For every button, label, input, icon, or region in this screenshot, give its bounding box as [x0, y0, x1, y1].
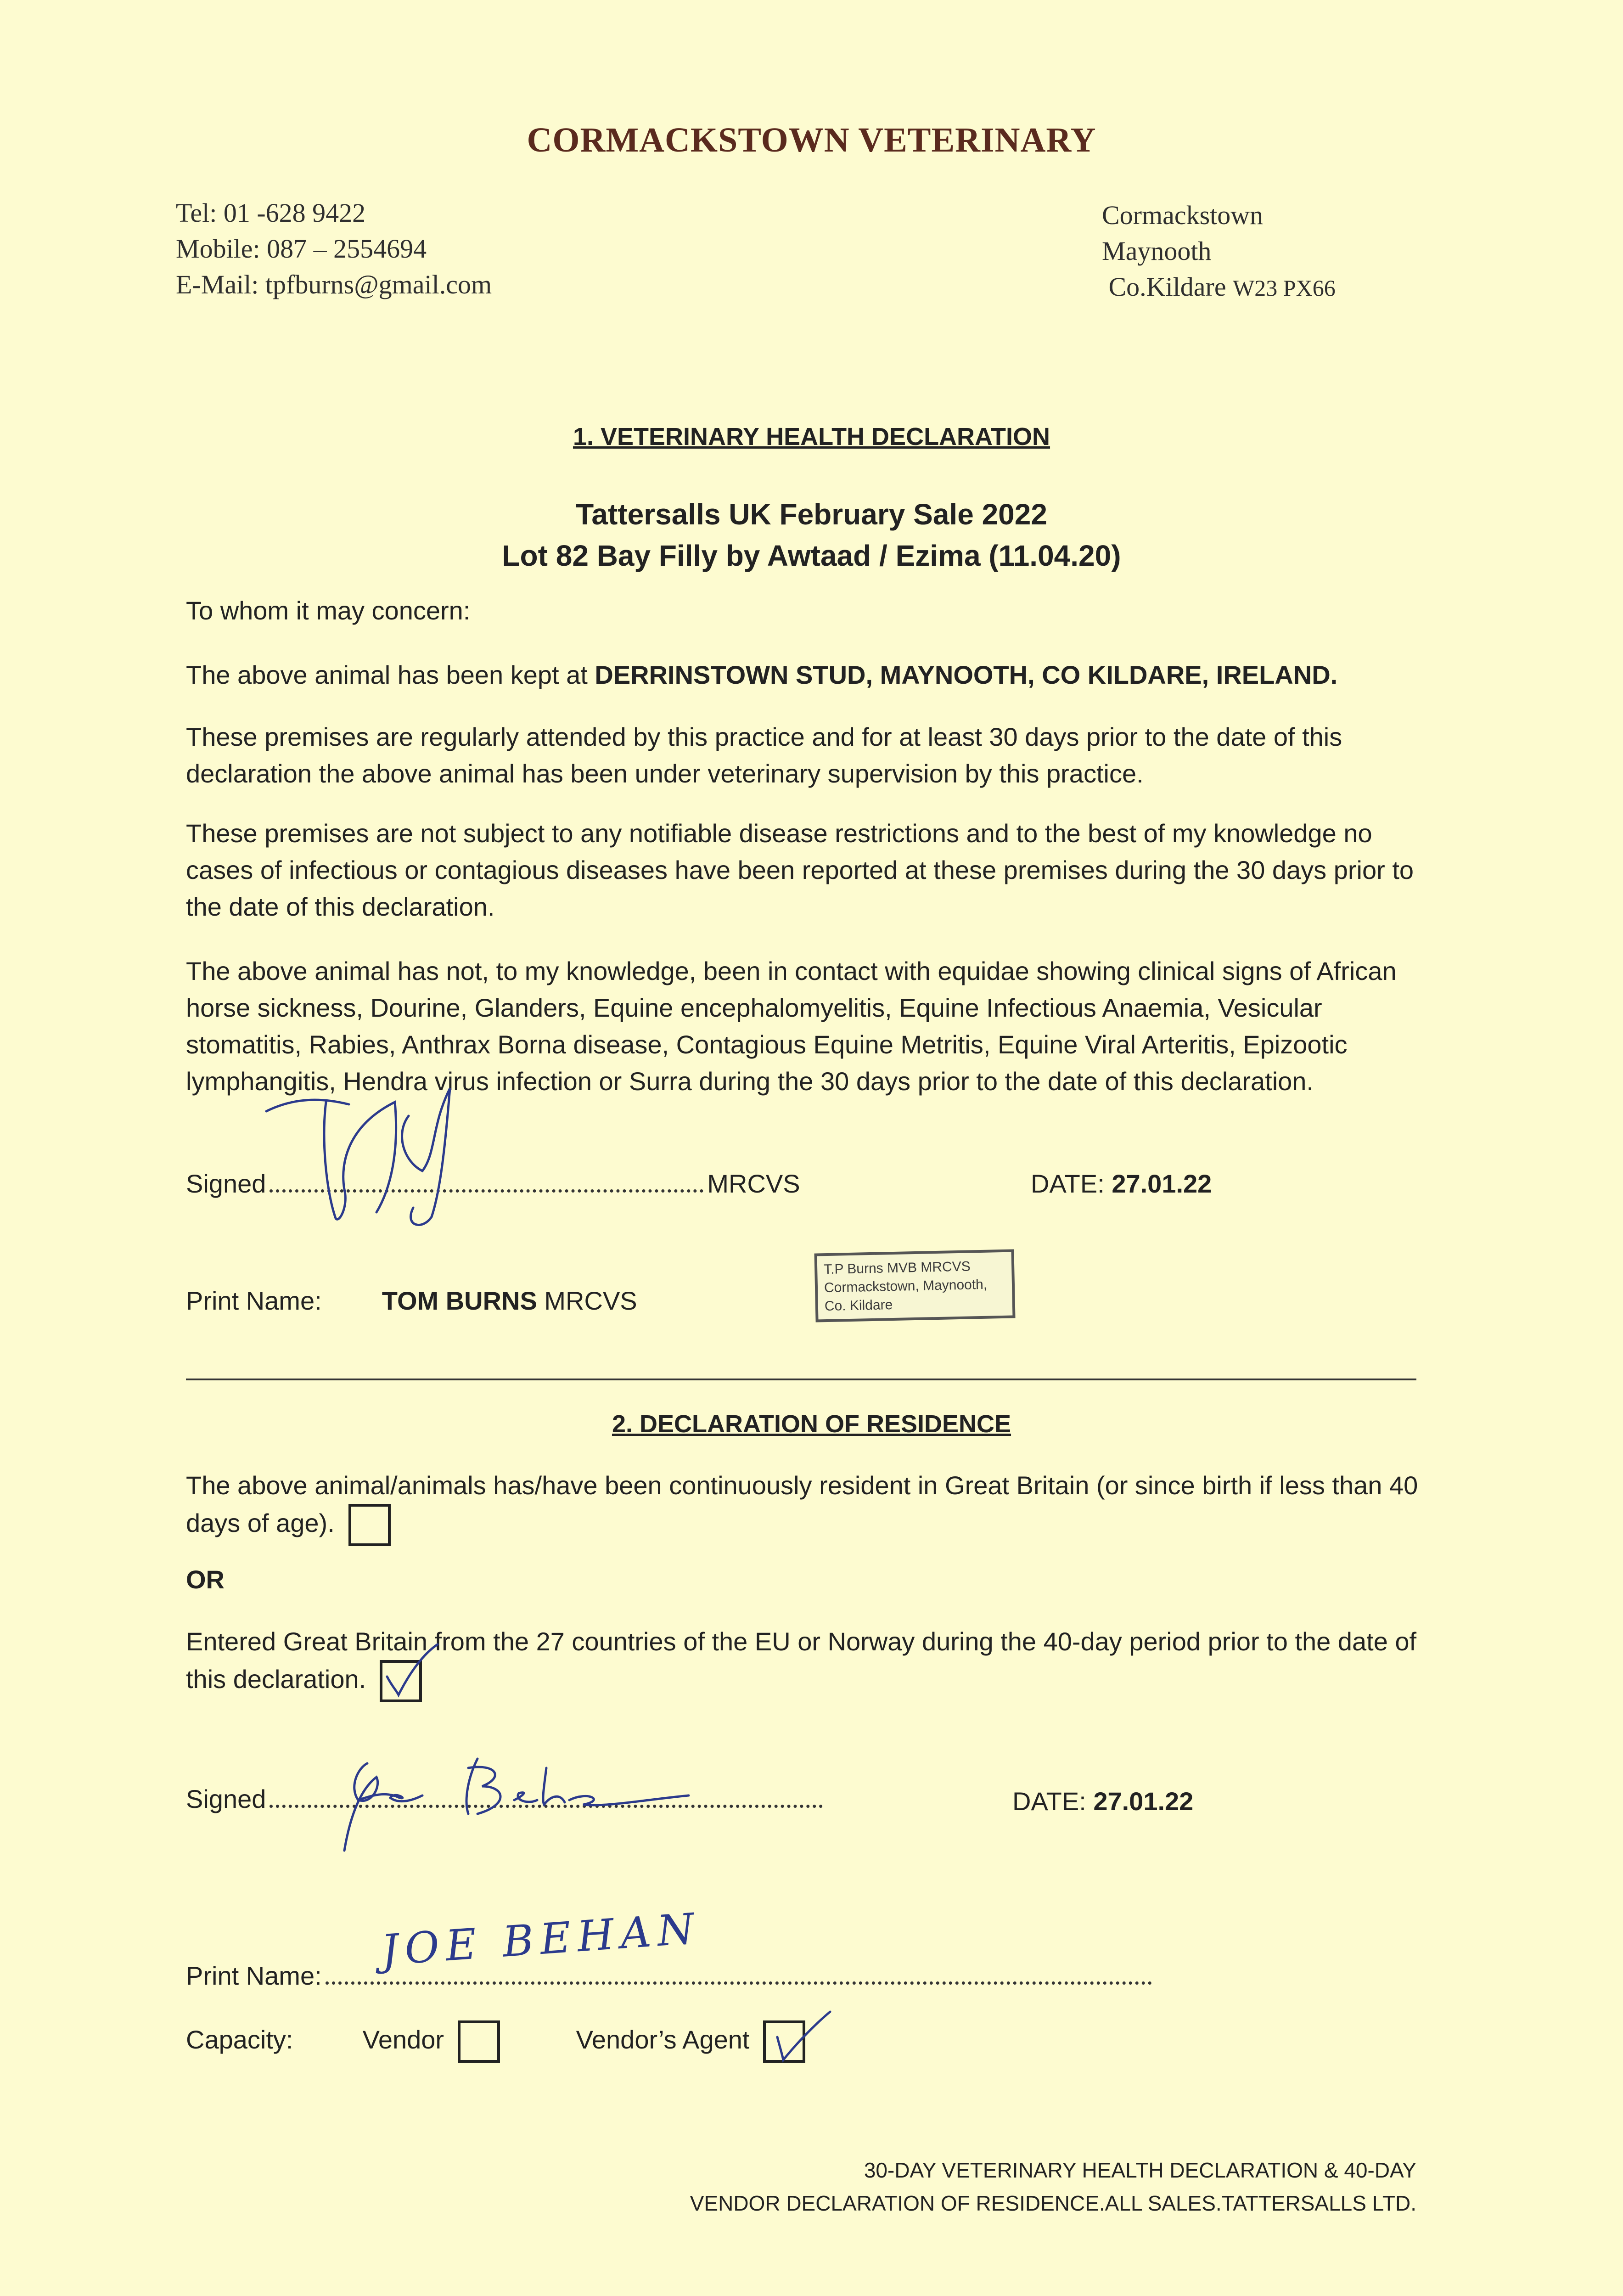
- salutation: To whom it may concern:: [186, 596, 471, 625]
- stamp-line-1: T.P Burns MVB MRCVS: [823, 1259, 971, 1277]
- section1-title: 1. VETERINARY HEALTH DECLARATION: [573, 423, 1050, 450]
- vendor-signature-scribble: [331, 1750, 698, 1855]
- contact-block: [176, 195, 492, 303]
- contact-paragraph: The above animal has not, to my knowledge, been in contact with equidae showing clinical signs of African horse sickness, Dourine, Glanders, Equine encephalomyelitis, Equine Infectious Anaemia, Vesicular stomatitis, Rabies, Anthrax Borna disease, Contagious Equine Metritis, Equine Viral Arteritis, Epizootic lymphangitis, Hendra virus infection or Surra during the 30 days prior to the date of this declaration.: [186, 957, 1397, 1096]
- vendor-date-label: DATE:: [1012, 1787, 1086, 1816]
- supervision-paragraph: These premises are regularly attended by this practice and for at least 30 days prior to the date of this declaration the above animal has been under veterinary supervision by this practice.: [186, 722, 1342, 788]
- sale-heading: [0, 494, 1623, 576]
- residence-option-2-text: Entered Great Britain from the 27 countries of the EU or Norway during the 40-day period prior to the date of this declaration.: [186, 1627, 1417, 1694]
- email: E-Mail: tpfburns@gmail.com: [176, 270, 492, 299]
- footer-line-2: VENDOR DECLARATION OF RESIDENCE.ALL SALES.TATTERSALLS LTD.: [690, 2191, 1416, 2215]
- kept-at-location: DERRINSTOWN STUD, MAYNOOTH, CO KILDARE, IRELAND.: [595, 660, 1338, 689]
- section-divider: [186, 1379, 1416, 1380]
- vet-signature-scribble: [257, 1070, 578, 1235]
- practice-name: CORMACKSTOWN VETERINARY: [527, 121, 1096, 159]
- capacity-label: Capacity:: [186, 2025, 293, 2054]
- vet-print-name-suffix: MRCVS: [544, 1286, 637, 1315]
- section2-title: 2. DECLARATION OF RESIDENCE: [612, 1410, 1011, 1438]
- residence-option-1-checkbox[interactable]: [348, 1504, 391, 1546]
- address-line-2: Maynooth: [1102, 236, 1212, 266]
- vendor-signed-label: Signed: [186, 1784, 266, 1813]
- footer-note: [690, 2154, 1416, 2220]
- tick-icon: [761, 2009, 835, 2065]
- footer-line-1: 30-DAY VETERINARY HEALTH DECLARATION & 40-DAY: [864, 2158, 1416, 2182]
- vet-mrcvs-suffix: MRCVS: [707, 1169, 800, 1198]
- county: Co.Kildare: [1108, 272, 1226, 302]
- capacity-row: [186, 2020, 805, 2063]
- vet-print-name-label: Print Name:: [186, 1286, 322, 1315]
- vendor-date: [1012, 1786, 1193, 1816]
- vendor-date-value: 27.01.22: [1093, 1787, 1194, 1816]
- sale-name: Tattersalls UK February Sale 2022: [576, 498, 1047, 531]
- residence-option-1: [186, 1467, 1426, 1546]
- address-block: [1102, 197, 1336, 306]
- vet-signed-label: Signed: [186, 1169, 266, 1198]
- address-line-1: Cormackstown: [1102, 200, 1264, 230]
- residence-option-2-checkbox[interactable]: [380, 1660, 422, 1702]
- stamp-line-2: Cormackstown, Maynooth,: [824, 1277, 988, 1296]
- vendor-label: Vendor: [362, 2025, 444, 2054]
- stamp-line-3: Co. Kildare: [824, 1297, 893, 1314]
- mobile: Mobile: 087 – 2554694: [176, 234, 427, 264]
- vendor-agent-label: Vendor’s Agent: [576, 2025, 750, 2054]
- postcode: W23 PX66: [1233, 275, 1336, 301]
- kept-at-statement: [186, 657, 1435, 693]
- vet-print-name-row: [186, 1286, 637, 1316]
- telephone: Tel: 01 -628 9422: [176, 198, 366, 228]
- vet-date-value: 27.01.22: [1112, 1169, 1212, 1198]
- vet-print-name-value: TOM BURNS: [382, 1286, 537, 1315]
- vendor-print-name-row: [186, 1961, 1156, 1991]
- residence-option-2: [186, 1623, 1426, 1702]
- practice-stamp: [814, 1249, 1015, 1322]
- vendor-agent-checkbox[interactable]: [763, 2020, 805, 2063]
- restrictions-paragraph: These premises are not subject to any notifiable disease restrictions and to the best of my knowledge no cases of infectious or contagious diseases have been reported at these premises during the 30 days prior to the date of this declaration.: [186, 819, 1414, 921]
- kept-at-prefix: The above animal has been kept at: [186, 660, 588, 689]
- vendor-print-name-handwritten: JOE BEHAN: [380, 1903, 702, 1975]
- address-line-3: [1102, 269, 1336, 306]
- residence-option-1-text: The above animal/animals has/have been continuously resident in Great Britain (or since birth if less than 40 days of age).: [186, 1471, 1418, 1537]
- tick-icon: [378, 1644, 442, 1699]
- vet-date-label: DATE:: [1031, 1169, 1105, 1198]
- vendor-print-name-label: Print Name:: [186, 1961, 322, 1990]
- vendor-checkbox[interactable]: [458, 2020, 500, 2063]
- or-label: OR: [186, 1565, 225, 1594]
- vet-date: [1031, 1169, 1212, 1199]
- lot-description: Lot 82 Bay Filly by Awtaad / Ezima (11.04.20): [502, 539, 1121, 572]
